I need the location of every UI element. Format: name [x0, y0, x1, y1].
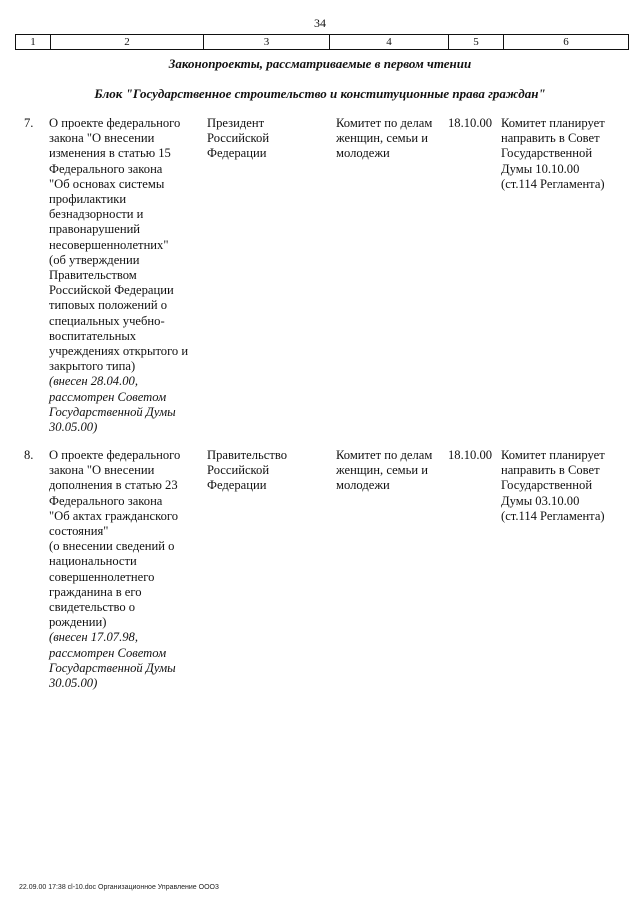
entry-submission-note: (внесен 17.07.98, рассмотрен Советом Государственной Думы 30.05.00): [49, 630, 176, 691]
entry-author: Президент Российской Федерации: [207, 116, 270, 161]
column-header-5: 5: [449, 35, 504, 50]
entry-action: Комитет планирует направить в Совет Государственной Думы 10.10.00 (ст.114 Регламента): [501, 116, 605, 191]
section-title: Законопроекты, рассматриваемые в первом чтении: [168, 56, 472, 71]
entry-author: Правительство Российской Федерации: [207, 448, 288, 493]
entry-date: 18.10.00: [448, 448, 493, 462]
column-header-4: 4: [330, 35, 449, 50]
entry-committee: Комитет по делам женщин, семьи и молодежи: [336, 448, 433, 493]
column-header-3: 3: [204, 35, 330, 50]
entry-number: 8.: [24, 448, 34, 462]
block-title: Блок "Государственное строительство и конституционные права граждан": [94, 86, 546, 101]
document-footer: 22.09.00 17:38 cl-10.doc Организационное Управление ООО3: [19, 884, 219, 891]
entry-number: 7.: [24, 116, 34, 130]
entry-description: О проекте федерального закона "О внесении изменения в статью 15 Федерального закона "Об основах системы профилактики безнадзорности и правонарушений несовершеннолетних" (об утверждении Правительством Российской Федерации типовых положений о специальных учебно- воспитательных учреждениях открытого и закрытого типа): [49, 116, 189, 374]
entry-description-cell: [49, 448, 201, 691]
page-number: 34: [314, 16, 326, 30]
column-number-header: [15, 34, 629, 50]
entry-description: О проекте федерального закона "О внесении дополнения в статью 23 Федерального закона "Об актах гражданского состояния" (о внесении сведений о национальности совершеннолетнего гражданина в его свидетельство о рождении): [49, 448, 181, 630]
column-header-2: 2: [51, 35, 204, 50]
entry-description-cell: [49, 116, 201, 435]
entry-submission-note: (внесен 28.04.00, рассмотрен Советом Государственной Думы 30.05.00): [49, 374, 176, 435]
column-header-1: 1: [16, 35, 51, 50]
entry-committee: Комитет по делам женщин, семьи и молодежи: [336, 116, 433, 161]
entry-date: 18.10.00: [448, 116, 493, 130]
column-header-6: 6: [504, 35, 629, 50]
entry-action: Комитет планирует направить в Совет Государственной Думы 03.10.00 (ст.114 Регламента): [501, 448, 605, 523]
